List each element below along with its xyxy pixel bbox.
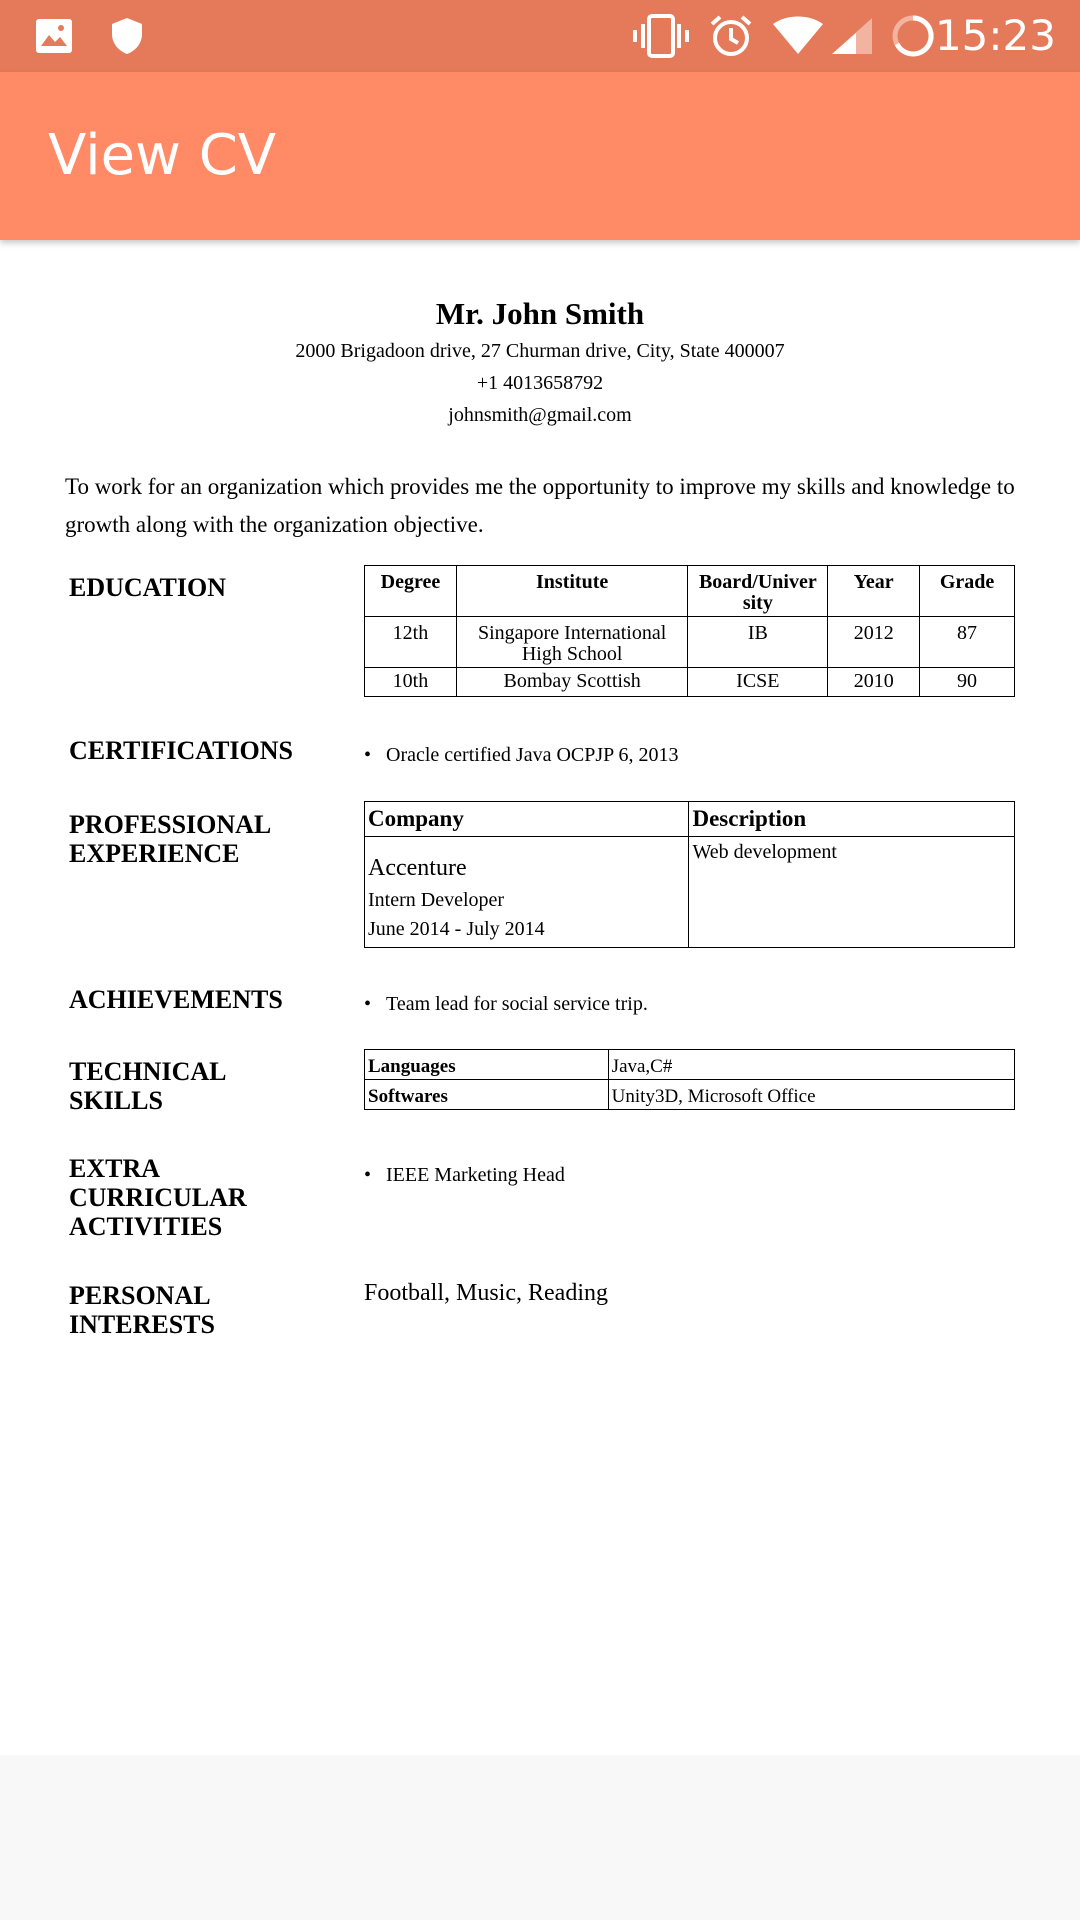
section-interests-line2: INTERESTS — [69, 1310, 215, 1339]
signal-icon — [830, 0, 874, 72]
list-item: • IEEE Marketing Head — [364, 1164, 565, 1186]
section-extra-line1: EXTRA — [69, 1154, 161, 1183]
company-name: Accenture — [368, 855, 467, 881]
experience-table — [364, 801, 1015, 948]
table-cell: 12th — [365, 617, 457, 668]
table-cell: Bombay Scottish — [456, 668, 688, 697]
table-cell: ICSE — [688, 668, 828, 697]
wifi-icon — [772, 0, 824, 72]
section-interests-line1: PERSONAL — [69, 1281, 211, 1310]
job-role: Intern Developer — [368, 889, 505, 911]
table-cell: Softwares — [365, 1080, 609, 1110]
app-bar — [0, 72, 1080, 240]
section-skills-line1: TECHNICAL — [69, 1057, 227, 1086]
table-cell: Unity3D, Microsoft Office — [608, 1080, 1014, 1110]
status-bar — [0, 0, 1080, 72]
section-experience — [69, 810, 271, 868]
section-interests — [69, 1281, 215, 1339]
table-cell: Java,C# — [608, 1050, 1014, 1080]
section-extra-line2: CURRICULAR — [69, 1183, 247, 1212]
table-cell — [689, 837, 1015, 948]
section-extra-line3: ACTIVITIES — [69, 1212, 223, 1241]
table-header-row — [365, 802, 1015, 837]
table-row — [365, 668, 1015, 697]
cv-document[interactable] — [0, 240, 1080, 1755]
table-row — [365, 837, 1015, 948]
table-header: Company — [365, 802, 689, 837]
job-period: June 2014 - July 2014 — [368, 918, 545, 940]
table-cell: Languages — [365, 1050, 609, 1080]
table-cell: IB — [688, 617, 828, 668]
shield-icon — [107, 0, 147, 72]
table-header-row — [365, 566, 1015, 617]
table-cell: 2010 — [828, 668, 920, 697]
achievement-text: Team lead for social service trip. — [386, 993, 648, 1015]
education-table — [364, 565, 1015, 697]
cv-address: 2000 Brigadoon drive, 27 Churman drive, City, State 400007 — [295, 340, 785, 362]
cv-phone: +1 4013658792 — [476, 372, 604, 394]
table-header: Year — [828, 566, 920, 617]
extra-curricular-text: IEEE Marketing Head — [386, 1164, 565, 1186]
skills-table — [364, 1049, 1015, 1110]
interests-text: Football, Music, Reading — [364, 1280, 608, 1306]
section-certifications: CERTIFICATIONS — [69, 736, 293, 765]
section-skills — [69, 1057, 226, 1115]
section-achievements: ACHIEVEMENTS — [69, 985, 283, 1014]
table-header: Board/Univer sity — [688, 566, 828, 617]
table-header: Institute — [456, 566, 688, 617]
table-cell: 87 — [920, 617, 1015, 668]
section-skills-line2: SKILLS — [69, 1086, 163, 1115]
job-description: Web development — [692, 841, 837, 863]
table-row — [365, 1080, 1015, 1110]
alarm-icon — [708, 0, 754, 72]
list-item: • Team lead for social service trip. — [364, 993, 648, 1015]
image-icon — [34, 0, 74, 72]
list-item: • Oracle certified Java OCPJP 6, 2013 — [364, 744, 679, 766]
table-cell — [365, 837, 689, 948]
status-time: 15:23 — [934, 11, 1056, 60]
sync-icon — [890, 0, 936, 72]
table-cell: 90 — [920, 668, 1015, 697]
table-cell: 10th — [365, 668, 457, 697]
section-education: EDUCATION — [69, 573, 226, 602]
table-header: Degree — [365, 566, 457, 617]
table-cell: 2012 — [828, 617, 920, 668]
table-cell: Singapore International High School — [456, 617, 688, 668]
cv-email: johnsmith@gmail.com — [448, 404, 632, 426]
section-extra-curricular — [69, 1154, 247, 1241]
table-row — [365, 617, 1015, 668]
table-header: Grade — [920, 566, 1015, 617]
section-experience-line1: PROFESSIONAL — [69, 810, 272, 839]
page-title: View CV — [48, 123, 277, 188]
vibrate-icon — [632, 0, 690, 72]
table-row — [365, 1050, 1015, 1080]
cv-objective: To work for an organization which provides me the opportunity to improve my skills and knowledge to growth along with the organization objective. — [65, 474, 1015, 537]
cv-name: Mr. John Smith — [435, 296, 645, 331]
section-experience-line2: EXPERIENCE — [69, 839, 240, 868]
bottom-area — [0, 1755, 1080, 1920]
table-header: Description — [689, 802, 1015, 837]
certification-text: Oracle certified Java OCPJP 6, 2013 — [386, 744, 679, 766]
